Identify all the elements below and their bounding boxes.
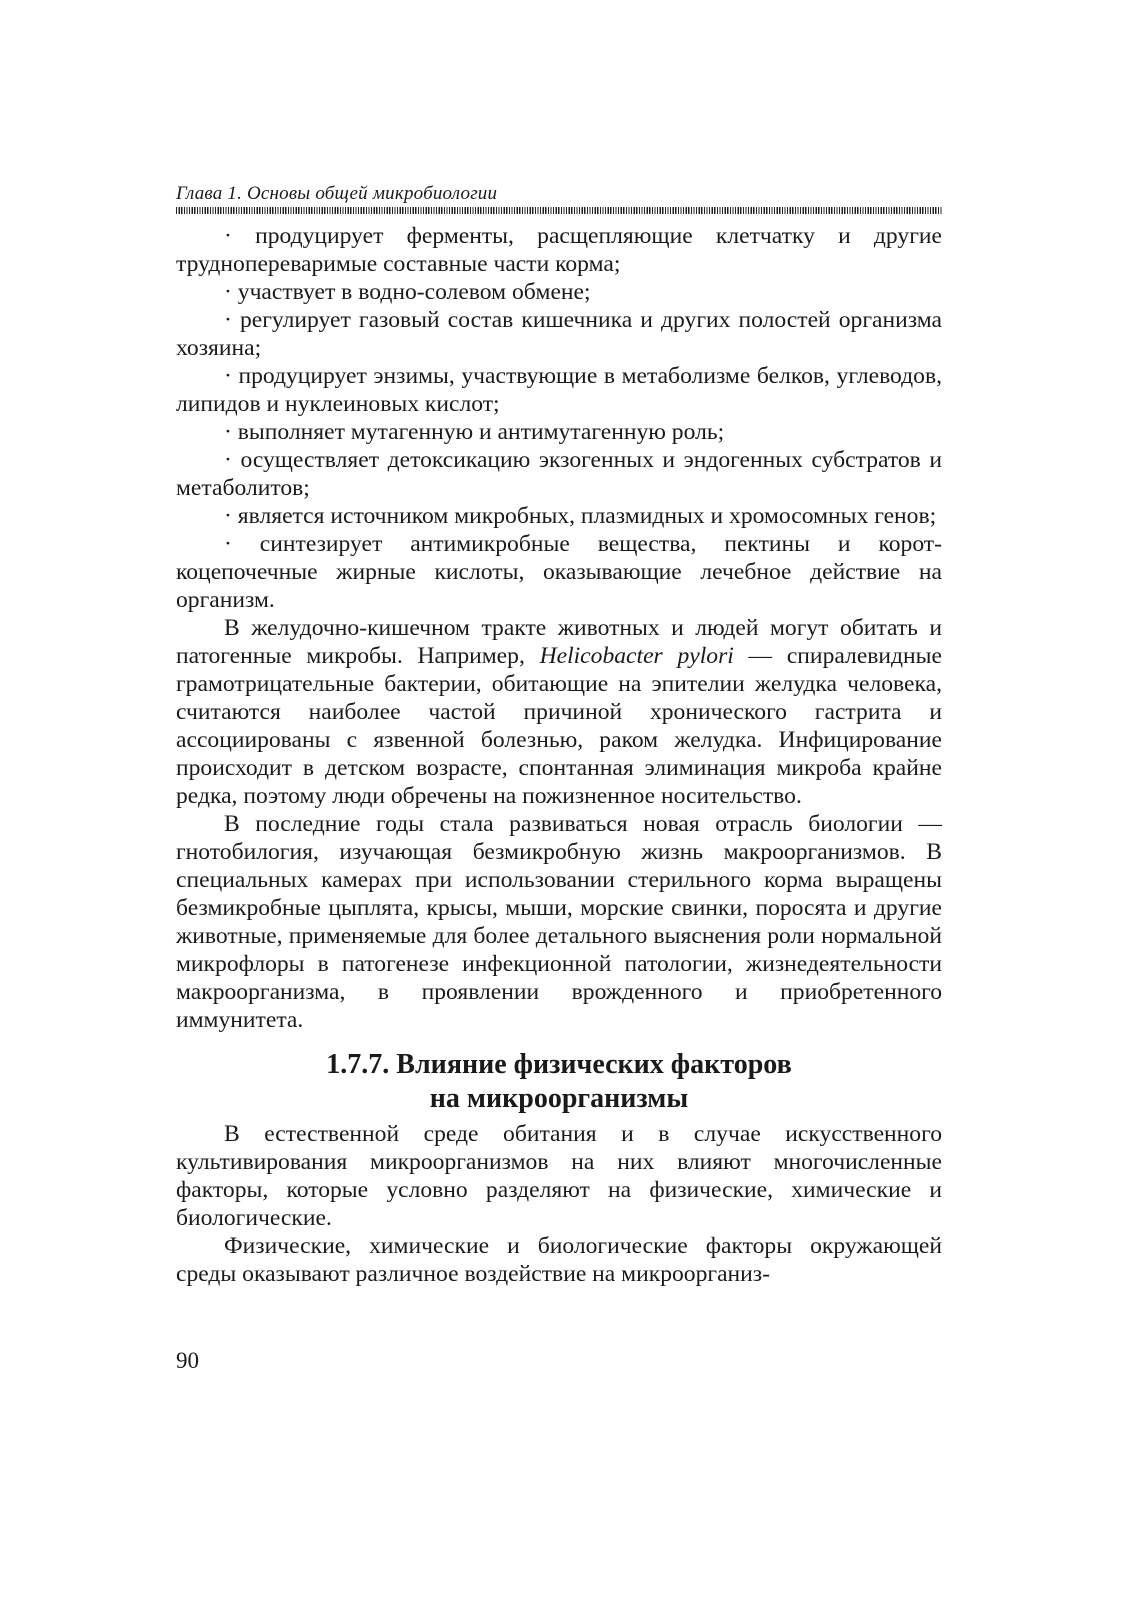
page-number: 90 [176,1348,199,1373]
bullet-item: · осуществляет детоксикацию экзогенных и эндогенных субстратов и метаболитов; [176,446,942,502]
bullet-item: · продуцирует энзимы, участвующие в метаболизме белков, углеводов, липидов и нуклеиновых кислот; [176,362,942,418]
section-heading-line: 1.7.7. Влияние физических факторов [326,1049,792,1080]
paragraph-text: В желудочно-кишечном тракте животных и людей могут обитать и патогенные микробы. Например, [176,615,942,669]
paragraph-effects: Физические, химические и биологические факторы окружающей среды оказывают различное воздействие на микроорганиз- [176,1233,942,1287]
bullet-item: · синтезирует антимикробные вещества, пектины и короткоцепочечные жирные кислоты, оказывающие лечебное действие на организм. [176,530,942,614]
bullet-item: · является источником микробных, плазмидных и хромосомных генов; [176,502,942,530]
bullet-item: · участвует в водно-солевом обмене; [176,278,942,306]
paragraph-factors: В естественной среде обитания и в случае искусственного культивирования микроорганизмов на них влияют многочисленные факторы, которые условно разделяют на физические, химические и биологические. [176,1121,942,1231]
header-rule [176,207,942,214]
running-head: Глава 1. Основы общей микробиологии [176,183,498,204]
bullet-item: · выполняет мутагенную и антимутагенную роль; [176,418,942,446]
bullet-item: · продуцирует ферменты, расщепляющие клетчатку и другие труднопереваримые составные части корма; [176,222,942,278]
page-content [176,183,942,1288]
paragraph-text: — спиралевидные грамотрицательные бактерии, обитающие на эпителии желудка человека, считаются наиболее частой причиной хронического гастрита и ассоциированы с язвенной болезнью, раком желудка. Инфицирование происходит в детском возрасте, спонтанная элиминация микроба крайне редка, поэтому люди обречены на пожизненное носительство. [176,643,943,809]
species-name: Helicobacter pylori [539,643,734,669]
section-heading-line: на микроорганизмы [429,1083,689,1114]
paragraph-pathogens [176,614,942,810]
paragraph-gnotobiology: В последние годы стала развиваться новая отрасль биологии — гнотобилогия, изучающая безмикробную жизнь макроорганизмов. В специальных камерах при использовании стерильного корма выращены безмикробные цыплята, крысы, мыши, морские свинки, поросята и другие животные, применяемые для более детального выяснения роли нормальной микрофлоры в патогенезе инфекционной патологии, жизнедеятельности макроорганизма, в проявлении врожденного и приобретенного иммунитета. [176,811,942,1033]
body-text [176,222,942,1288]
section-heading [176,1048,942,1116]
bullet-item: · регулирует газовый состав кишечника и других полостей организма хозяина; [176,306,942,362]
